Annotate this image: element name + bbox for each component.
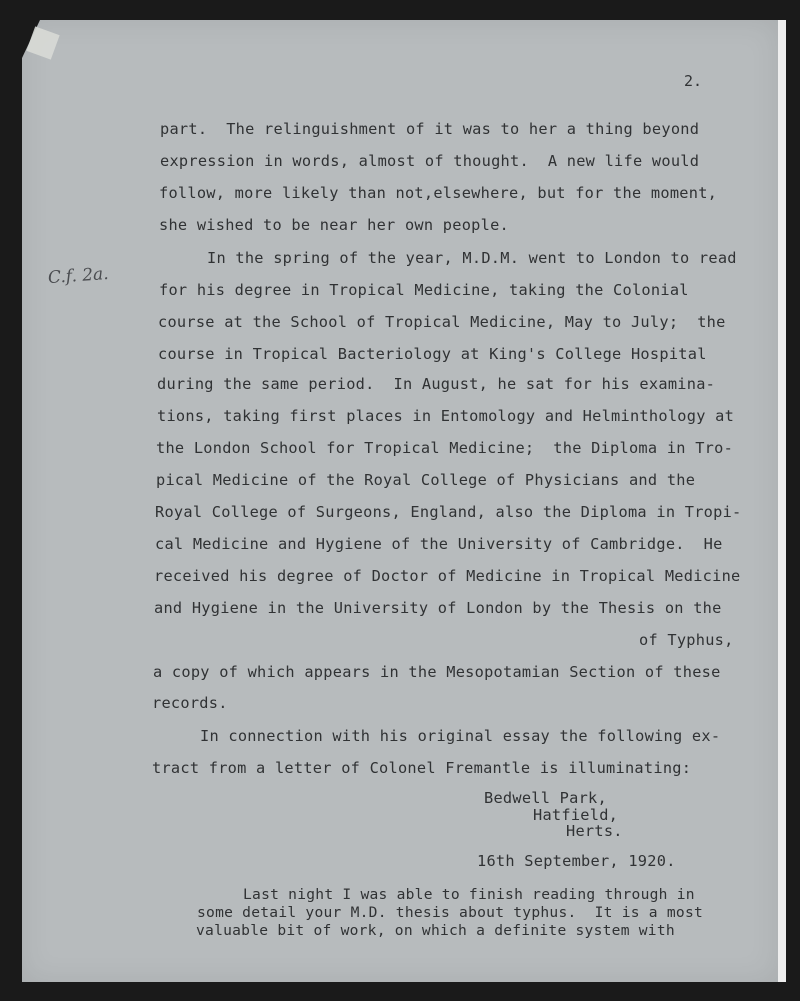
- page-edge: [778, 20, 786, 982]
- text-line: follow, more likely than not,elsewhere, but for the moment,: [159, 184, 718, 202]
- letter-date: 16th September, 1920.: [477, 852, 676, 870]
- text-line: cal Medicine and Hygiene of the University of Cambridge. He: [155, 535, 723, 553]
- text-line: In connection with his original essay the following ex-: [200, 727, 721, 745]
- text-line: part. The relinguishment of it was to her a thing beyond: [160, 120, 700, 138]
- text-line: she wished to be near her own people.: [159, 216, 510, 234]
- address-line: Bedwell Park,: [484, 789, 607, 807]
- text-line: expression in words, almost of thought. A new life would: [160, 152, 700, 170]
- letter-line: Last night I was able to finish reading through in: [243, 886, 695, 903]
- text-line: Royal College of Surgeons, England, also the Diploma in Tropi-: [155, 503, 742, 521]
- page-number: 2.: [684, 72, 703, 90]
- text-line: during the same period. In August, he sat for his examina-: [157, 375, 716, 393]
- text-line: of Typhus,: [639, 631, 734, 649]
- text-line: course at the School of Tropical Medicine, May to July; the: [158, 313, 726, 331]
- text-line: for his degree in Tropical Medicine, taking the Colonial: [159, 281, 689, 299]
- text-line: tract from a letter of Colonel Fremantle is illuminating:: [152, 759, 692, 777]
- letter-line: valuable bit of work, on which a definite system with: [196, 922, 675, 939]
- text-line: tions, taking first places in Entomology and Helminthology at: [157, 407, 735, 425]
- address-line: Hatfield,: [533, 806, 619, 824]
- address-line: Herts.: [566, 822, 623, 840]
- text-line: a copy of which appears in the Mesopotamian Section of these: [153, 663, 721, 681]
- text-line: and Hygiene in the University of London by the Thesis on the: [154, 599, 722, 617]
- letter-line: some detail your M.D. thesis about typhus. It is a most: [197, 904, 704, 921]
- text-line: In the spring of the year, M.D.M. went to London to read: [207, 249, 737, 267]
- text-line: records.: [152, 694, 228, 712]
- text-line: the London School for Tropical Medicine; the Diploma in Tro-: [156, 439, 734, 457]
- text-line: course in Tropical Bacteriology at King's College Hospital: [158, 345, 707, 363]
- margin-note: C.f. 2a.: [47, 263, 110, 289]
- text-line: pical Medicine of the Royal College of Physicians and the: [156, 471, 696, 489]
- text-line: received his degree of Doctor of Medicine in Tropical Medicine: [154, 567, 741, 585]
